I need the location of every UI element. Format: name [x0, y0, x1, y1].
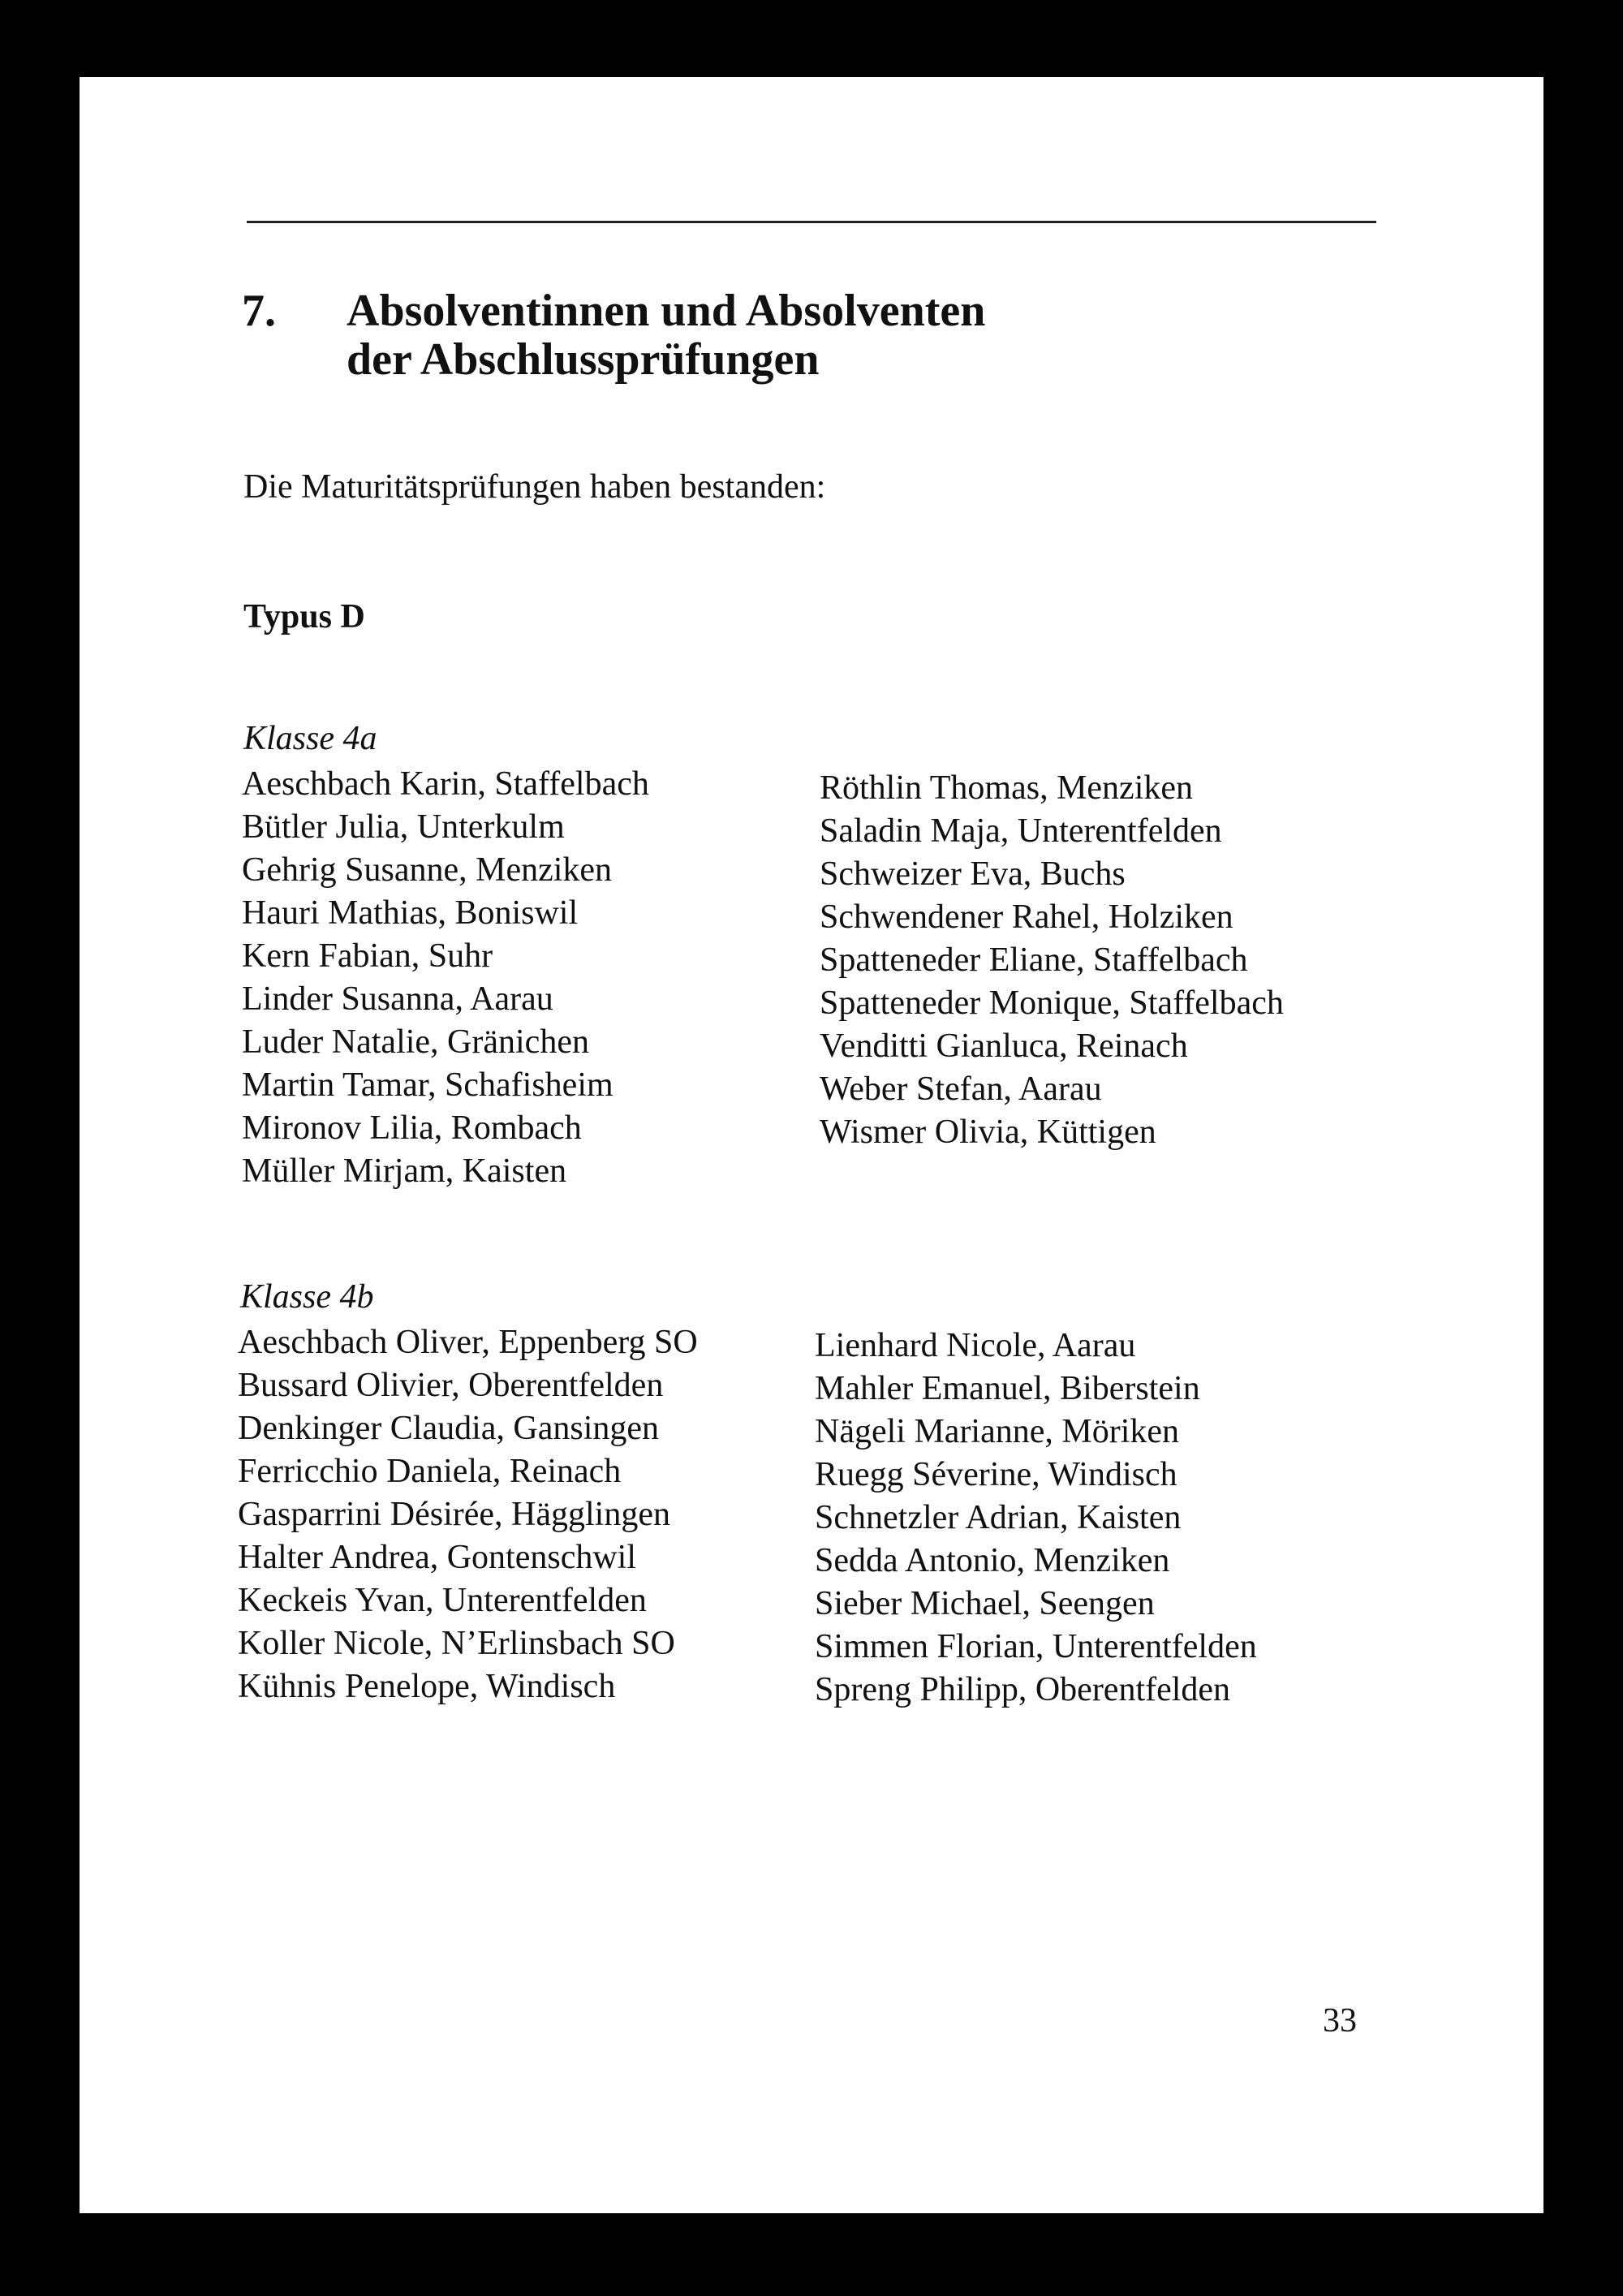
list-item: Müller Mirjam, Kaisten — [242, 1152, 567, 1190]
list-item: Weber Stefan, Aarau — [820, 1070, 1102, 1108]
class-4b-label: Klasse 4b — [240, 1278, 374, 1316]
top-rule — [247, 221, 1376, 223]
class-4b-right-list — [815, 1325, 1257, 1712]
list-item: Keckeis Yvan, Unterentfelden — [238, 1582, 647, 1619]
class-4b-left-list — [238, 1321, 698, 1708]
list-item: Wismer Olivia, Küttigen — [820, 1114, 1156, 1151]
list-item: Halter Andrea, Gontenschwil — [238, 1539, 637, 1576]
list-item: Bussard Olivier, Oberentfelden — [238, 1367, 664, 1404]
list-item: Martin Tamar, Schafisheim — [242, 1066, 613, 1104]
list-item: Sieber Michael, Seengen — [815, 1585, 1155, 1622]
list-item: Denkinger Claudia, Gansingen — [238, 1410, 660, 1447]
type-heading: Typus D — [243, 598, 365, 635]
list-item: Linder Susanna, Aarau — [242, 980, 553, 1018]
list-item: Sedda Antonio, Menziken — [815, 1542, 1170, 1579]
intro-text: Die Maturitätsprüfungen haben bestanden: — [243, 468, 826, 506]
list-item: Spatteneder Eliane, Staffelbach — [820, 941, 1248, 979]
page-number: 33 — [1323, 2002, 1357, 2040]
list-item: Gehrig Susanne, Menziken — [242, 851, 613, 889]
chapter-title — [347, 286, 985, 384]
list-item: Schweizer Eva, Buchs — [820, 855, 1126, 893]
chapter-title-line-1: Absolventinnen und Absolventen — [347, 286, 986, 336]
list-item: Schwendener Rahel, Holziken — [820, 898, 1233, 936]
list-item: Kühnis Penelope, Windisch — [238, 1668, 616, 1705]
list-item: Saladin Maja, Unterentfelden — [820, 812, 1222, 850]
class-4a-left-list — [242, 763, 649, 1193]
list-item: Aeschbach Oliver, Eppenberg SO — [238, 1324, 698, 1361]
class-4a-right-list — [820, 767, 1284, 1154]
list-item: Lienhard Nicole, Aarau — [815, 1327, 1136, 1364]
list-item: Hauri Mathias, Boniswil — [242, 894, 579, 932]
list-item: Spreng Philipp, Oberentfelden — [815, 1671, 1231, 1708]
list-item: Mahler Emanuel, Biberstein — [815, 1370, 1200, 1407]
list-item: Venditti Gianluca, Reinach — [820, 1027, 1188, 1065]
list-item: Nägeli Marianne, Möriken — [815, 1413, 1180, 1450]
list-item: Koller Nicole, N’Erlinsbach SO — [238, 1625, 675, 1662]
chapter-title-line-2: der Abschlussprüfungen — [347, 334, 820, 385]
list-item: Mironov Lilia, Rombach — [242, 1109, 582, 1147]
chapter-number: 7. — [242, 286, 276, 336]
list-item: Ruegg Séverine, Windisch — [815, 1456, 1177, 1493]
list-item: Simmen Florian, Unterentfelden — [815, 1628, 1257, 1665]
list-item: Spatteneder Monique, Staffelbach — [820, 984, 1284, 1022]
class-4a-label: Klasse 4a — [243, 720, 377, 757]
list-item: Gasparrini Désirée, Hägglingen — [238, 1496, 670, 1533]
list-item: Kern Fabian, Suhr — [242, 937, 493, 975]
list-item: Bütler Julia, Unterkulm — [242, 808, 565, 846]
list-item: Röthlin Thomas, Menziken — [820, 769, 1194, 807]
list-item: Schnetzler Adrian, Kaisten — [815, 1499, 1182, 1536]
list-item: Aeschbach Karin, Staffelbach — [242, 765, 649, 803]
list-item: Luder Natalie, Gränichen — [242, 1023, 589, 1061]
document-page — [80, 77, 1543, 2213]
list-item: Ferricchio Daniela, Reinach — [238, 1453, 622, 1490]
